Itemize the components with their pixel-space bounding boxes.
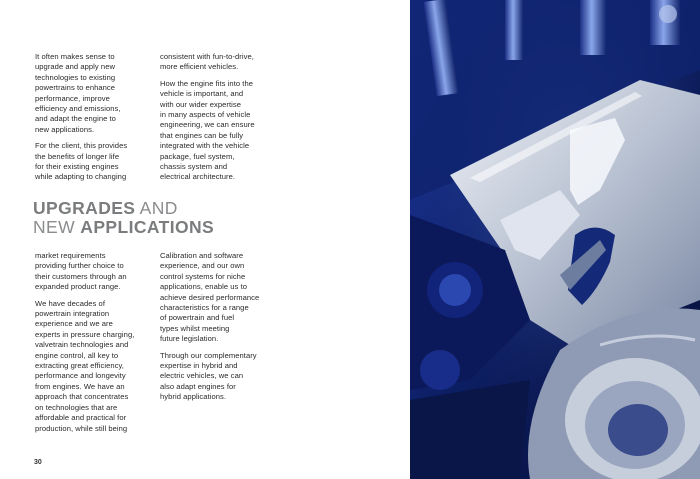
heading-bold-word: APPLICATIONS: [80, 217, 215, 237]
engine-block-closeup-icon: [410, 0, 700, 479]
heading-word: NEW: [33, 217, 81, 237]
paragraph: consistent with fun-to-drive, more efficient vehicles.: [160, 52, 254, 72]
page-number: 30: [34, 459, 42, 466]
section-heading: [33, 199, 214, 237]
heading-word: AND: [135, 198, 178, 218]
paragraph: We have decades of powertrain integration experience and we are experts in pressure charging, valvetrain technologies and engine control, all key to extracting great efficiency, performance and longevity from engines. We have an approach that concentrates on technologies that are affordable and practical for production, while still being: [35, 298, 135, 433]
paragraph: Through our complementary expertise in hybrid and electric vehicles, we can also adapt engines for hybrid applications.: [160, 350, 257, 402]
paragraph: Calibration and software experience, and our own control systems for niche applications, enable us to achieve desired performance characteristics for a range of powertrain and fuel types whilst meeting future legislation.: [160, 251, 260, 344]
paragraph: It often makes sense to upgrade and apply new technologies to existing powertrains to enhance performance, improve efficiency and emissions, and adapt the engine to new applications.: [35, 52, 121, 134]
paragraph: How the engine fits into the vehicle is important, and with our wider expertise in many aspects of vehicle engineering, we can ensure that engines can be fully integrated with the vehicle package, fuel system, chassis system and electrical architecture.: [160, 78, 255, 182]
heading-bold-word: UPGRADES: [33, 198, 136, 218]
paragraph: market requirements providing further choice to their customers through an expanded product range.: [35, 251, 127, 292]
heading-line-2: [33, 218, 214, 237]
text-column-bottom-left: [35, 251, 153, 440]
text-column-bottom-right: [160, 251, 280, 409]
paragraph: For the client, this provides the benefits of longer life for their existing engines while adapting to changing: [35, 141, 128, 182]
text-column-top-left: [35, 52, 153, 189]
text-column-top-right: [160, 52, 280, 189]
heading-line-1: [33, 199, 214, 218]
